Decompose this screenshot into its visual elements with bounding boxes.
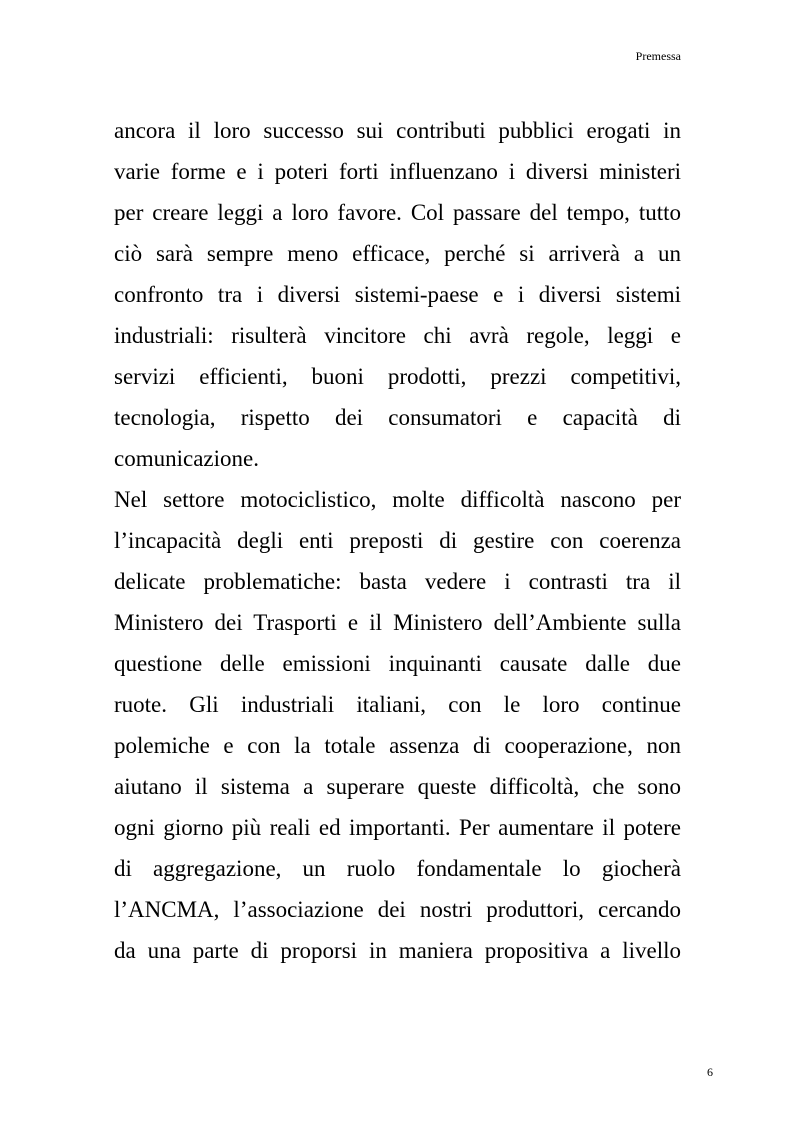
text-line: ogni giorno più reali ed importanti. Per aumentare il potere: [114, 815, 681, 840]
text-line: polemiche e con la totale assenza di cooperazione, non: [114, 733, 681, 758]
text-line: industriali: risulterà vincitore chi avrà regole, leggi e: [114, 323, 681, 348]
text-line: ciò sarà sempre meno efficace, perché si arriverà a un: [114, 241, 681, 266]
body-text: [114, 110, 681, 971]
running-header: Premessa: [635, 49, 681, 63]
text-line: ruote. Gli industriali italiani, con le loro continue: [114, 692, 681, 717]
text-line: Ministero dei Trasporti e il Ministero dell’Ambiente sulla: [114, 610, 681, 635]
text-line: l’incapacità degli enti preposti di gestire con coerenza: [114, 528, 681, 553]
text-line: aiutano il sistema a superare queste difficoltà, che sono: [114, 774, 681, 799]
text-line: di aggregazione, un ruolo fondamentale lo giocherà: [114, 856, 681, 881]
text-line: confronto tra i diversi sistemi-paese e i diversi sistemi: [114, 282, 681, 307]
text-line: servizi efficienti, buoni prodotti, prezzi competitivi,: [114, 364, 681, 389]
text-line: tecnologia, rispetto dei consumatori e capacità di: [114, 405, 681, 430]
text-line: delicate problematiche: basta vedere i contrasti tra il: [114, 569, 681, 594]
paragraph-end-line: comunicazione.: [114, 446, 259, 471]
text-line: per creare leggi a loro favore. Col passare del tempo, tutto: [114, 200, 681, 225]
text-line: da una parte di proporsi in maniera propositiva a livello: [114, 938, 681, 963]
text-line: varie forme e i poteri forti influenzano i diversi ministeri: [114, 159, 681, 184]
page-number: 6: [707, 1065, 713, 1079]
text-line: Nel settore motociclistico, molte difficoltà nascono per: [114, 487, 681, 512]
text-line: questione delle emissioni inquinanti causate dalle due: [114, 651, 681, 676]
text-line: ancora il loro successo sui contributi pubblici erogati in: [114, 118, 681, 143]
text-line: l’ANCMA, l’associazione dei nostri produttori, cercando: [114, 897, 681, 922]
